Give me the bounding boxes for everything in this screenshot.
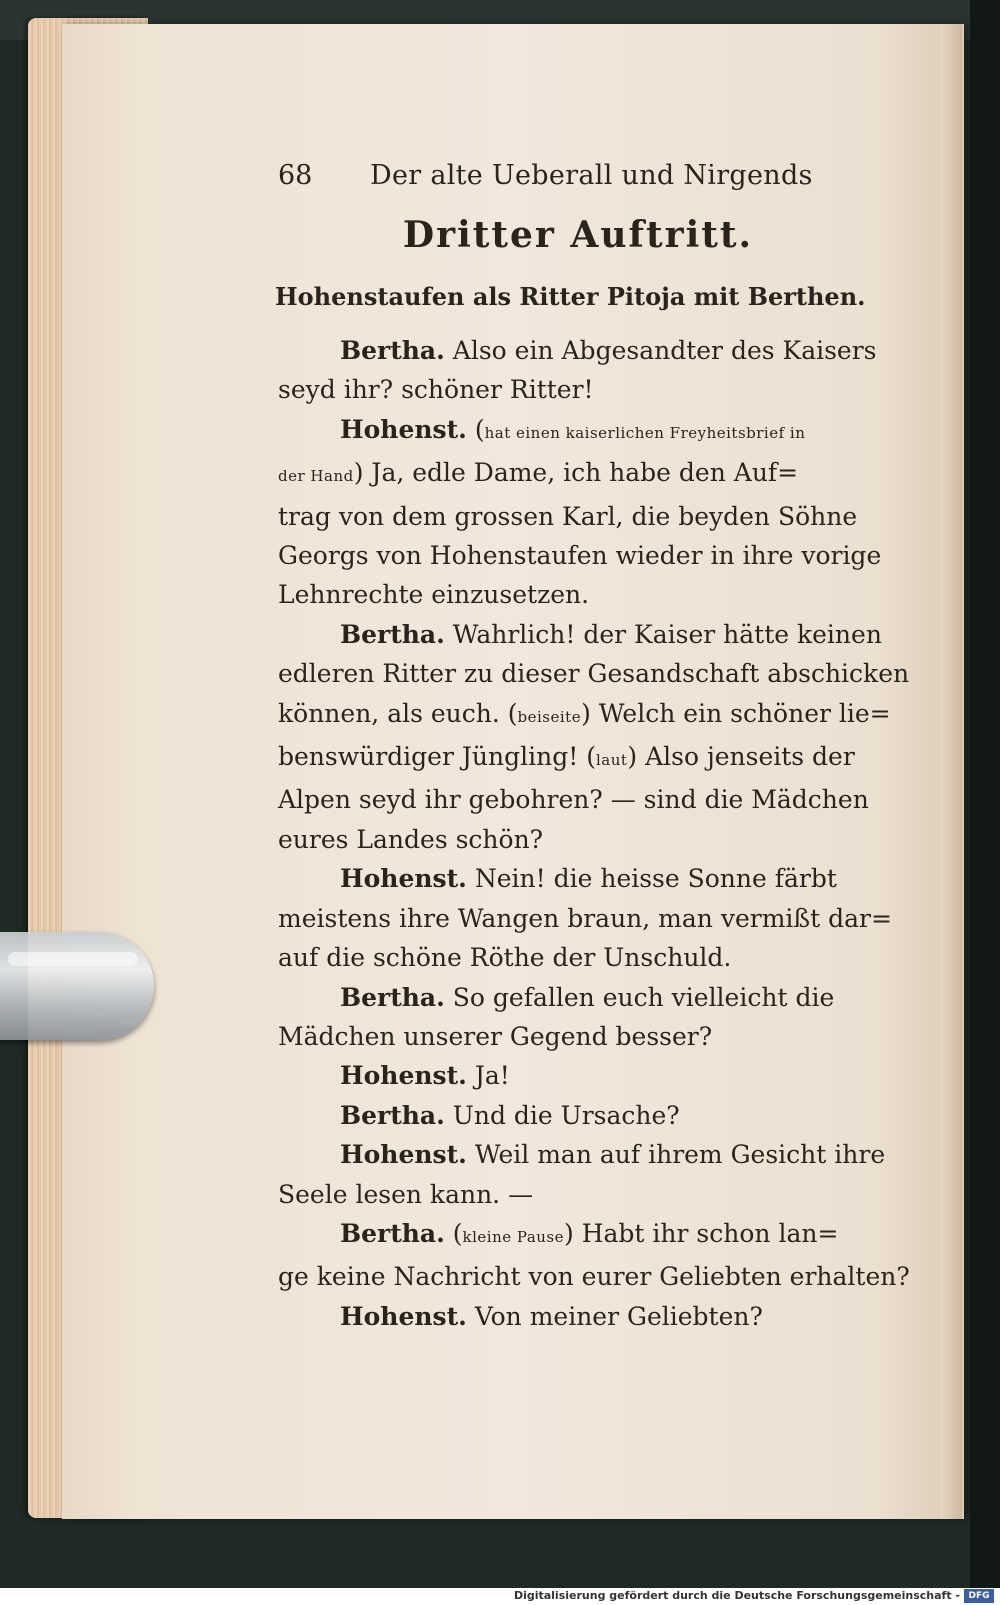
footer-credit: Digitalisierung gefördert durch die Deutsche Forschungsgemeinschaft - (513, 1589, 960, 1602)
text-run: Mädchen unserer Gegend besser? (278, 1021, 713, 1051)
speaker-name: Hohenst. (340, 864, 467, 894)
text-run: ( (444, 1218, 463, 1248)
page-text (275, 150, 910, 1336)
text-line (278, 497, 878, 536)
dialogue-paragraph (278, 1096, 878, 1135)
text-run: ) Welch ein schöner lie= (581, 698, 891, 728)
speaker-name: Bertha. (340, 619, 445, 649)
text-run: benswürdiger Jüngling! ( (278, 742, 596, 772)
text-run: ) Also jenseits der (627, 742, 855, 772)
text-run: trag von dem grossen Karl, die beyden Söhne (278, 501, 858, 531)
text-line (278, 820, 878, 859)
text-run: auf die schöne Röthe der Unschuld. (278, 943, 732, 973)
page-header (278, 150, 878, 202)
book-clip (0, 932, 154, 1040)
dialogue-paragraph (278, 615, 910, 859)
text-line (278, 1056, 878, 1095)
text-line (278, 654, 910, 693)
text-line (278, 331, 878, 370)
cast-line: Hohenstaufen als Ritter Pitoja mit Berthen. (275, 282, 866, 311)
page-gutter (940, 24, 962, 1519)
dialogue-body (278, 331, 910, 1336)
text-run: eures Landes schön? (278, 824, 544, 854)
text-line (278, 410, 878, 453)
text-run: edleren Ritter zu dieser Gesandschaft abschicken (278, 659, 910, 689)
text-run: ) Ja, edle Dame, ich habe den Auf= (353, 458, 799, 488)
text-line (278, 1175, 878, 1214)
speaker-name: Bertha. (340, 982, 445, 1012)
dialogue-paragraph (278, 331, 878, 410)
text-line (278, 694, 891, 737)
scene-title: Dritter Auftritt. (402, 214, 754, 256)
text-run: Wahrlich! der Kaiser hätte keinen (444, 619, 882, 649)
text-line (278, 1257, 910, 1296)
text-line (278, 780, 878, 819)
stage-direction: beiseite (517, 707, 582, 726)
text-line (278, 737, 878, 780)
text-line (278, 1096, 878, 1135)
text-line (278, 453, 878, 496)
stage-direction: hat einen kaiserlichen Freyheitsbrief in (484, 423, 806, 442)
text-line (278, 1214, 878, 1257)
text-line (278, 938, 878, 977)
text-run: seyd ihr? schöner Ritter! (278, 375, 594, 405)
speaker-name: Hohenst. (340, 1061, 467, 1091)
text-run: Ja! (466, 1061, 510, 1091)
stage-direction: der Hand (278, 467, 354, 486)
text-run: Seele lesen kann. — (278, 1179, 534, 1209)
speaker-name: Hohenst. (340, 1301, 467, 1331)
speaker-name: Bertha. (340, 1218, 445, 1248)
text-run: Also ein Abgesandter des Kaisers (444, 336, 877, 365)
text-run: meistens ihre Wangen braun, man vermißt dar= (278, 903, 892, 933)
page-number: 68 (278, 160, 313, 191)
text-run: Georgs von Hohenstaufen wieder in ihre vorige (278, 541, 882, 571)
text-line (278, 575, 878, 614)
text-line (278, 859, 878, 898)
text-run: Nein! die heisse Sonne färbt (466, 864, 837, 894)
text-line (278, 978, 878, 1017)
dfg-logo: DFG (964, 1589, 994, 1603)
text-run: So gefallen euch vielleicht die (444, 982, 835, 1012)
text-line (278, 615, 882, 654)
dialogue-paragraph (278, 1135, 886, 1214)
text-run: Lehnrechte einzusetzen. (278, 580, 590, 610)
book-clip-highlight (8, 952, 138, 966)
stage-direction: laut (595, 751, 628, 770)
text-run: ( (466, 414, 485, 444)
text-run: ge keine Nachricht von eurer Geliebten erhalten? (278, 1262, 910, 1292)
stage-direction: kleine Pause (462, 1227, 565, 1246)
text-run: können, als euch. ( (278, 698, 518, 728)
dialogue-paragraph (278, 410, 882, 615)
text-line (278, 370, 878, 409)
text-line (278, 536, 882, 575)
speaker-name: Bertha. (340, 1100, 445, 1130)
text-run: Und die Ursache? (444, 1100, 680, 1130)
text-line (278, 1135, 886, 1174)
dialogue-paragraph (278, 978, 878, 1057)
running-head: Der alte Ueberall und Nirgends (370, 160, 813, 191)
speaker-name: Bertha. (340, 336, 445, 365)
background-right (970, 0, 1000, 1605)
text-run: Alpen seyd ihr gebohren? — sind die Mädchen (278, 785, 869, 815)
speaker-name: Hohenst. (340, 414, 467, 444)
text-line (278, 899, 892, 938)
text-run: Von meiner Geliebten? (466, 1301, 763, 1331)
text-run: Weil man auf ihrem Gesicht ihre (466, 1140, 886, 1170)
dialogue-paragraph (278, 1297, 878, 1336)
text-run: ) Habt ihr schon lan= (564, 1218, 839, 1248)
speaker-name: Hohenst. (340, 1140, 467, 1170)
dialogue-paragraph (278, 1056, 878, 1095)
text-line (278, 1017, 878, 1056)
text-line (278, 1297, 878, 1336)
dialogue-paragraph (278, 859, 892, 977)
dialogue-paragraph (278, 1214, 910, 1297)
